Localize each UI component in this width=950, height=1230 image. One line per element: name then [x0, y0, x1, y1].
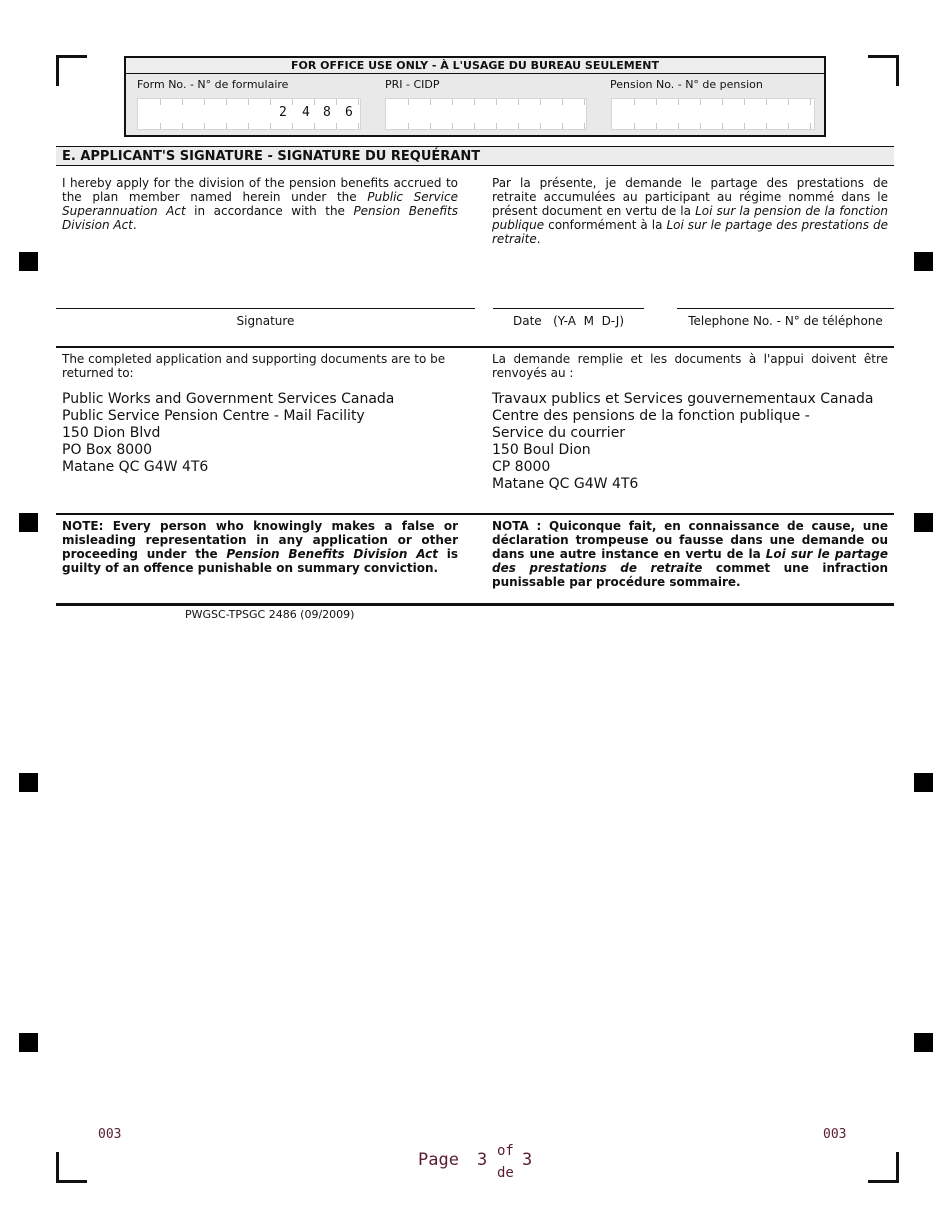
- comb-tick: [656, 99, 657, 105]
- comb-tick: [518, 123, 519, 129]
- registration-mark: [914, 773, 933, 792]
- comb-tick: [430, 123, 431, 129]
- comb-tick: [766, 123, 767, 129]
- date-label: Date (Y-A M D-J): [512, 314, 625, 328]
- comb-tick: [160, 123, 161, 129]
- divider: [56, 603, 894, 606]
- form-no-digit: 8: [323, 105, 331, 120]
- comb-tick: [678, 99, 679, 105]
- address-line: 150 Boul Dion: [492, 442, 591, 458]
- apply-text-fr: Par la présente, je demande le partage des prestations de retraite accumulées au participant au régime nommé dans le présent document en vertu de la Loi sur la pension de la fonction publique conformément à la Loi sur le partage des prestations de retraite.: [492, 176, 889, 246]
- corner-mark-bottom-left: [56, 1152, 87, 1183]
- return-text-en: The completed application and supporting documents are to be returned to:: [62, 352, 446, 380]
- registration-mark: [19, 773, 38, 792]
- divider: [56, 513, 894, 515]
- comb-tick: [678, 123, 679, 129]
- comb-tick: [584, 123, 585, 129]
- comb-tick: [540, 99, 541, 105]
- comb-tick: [788, 123, 789, 129]
- registration-mark: [914, 252, 933, 271]
- comb-tick: [358, 99, 359, 105]
- comb-tick: [314, 99, 315, 105]
- registration-mark: [19, 513, 38, 532]
- comb-tick: [810, 99, 811, 105]
- telephone-line[interactable]: [677, 308, 894, 309]
- address-line: Service du courrier: [492, 425, 626, 441]
- page-total: 3: [522, 1150, 533, 1170]
- comb-tick: [700, 99, 701, 105]
- comb-tick: [336, 99, 337, 105]
- page-word: Page: [418, 1150, 459, 1170]
- comb-tick: [430, 99, 431, 105]
- footer-code-left: 003: [98, 1127, 122, 1142]
- comb-tick: [700, 123, 701, 129]
- address-fr: [492, 391, 874, 493]
- comb-tick: [722, 123, 723, 129]
- comb-tick: [358, 123, 359, 129]
- comb-tick: [474, 99, 475, 105]
- comb-tick: [634, 123, 635, 129]
- address-line: Public Works and Government Services Canada: [62, 391, 395, 407]
- comb-tick: [788, 99, 789, 105]
- telephone-label: Telephone No. - N° de téléphone: [688, 314, 883, 328]
- comb-tick: [182, 123, 183, 129]
- comb-tick: [634, 99, 635, 105]
- signature-line[interactable]: [56, 308, 475, 309]
- address-line: Centre des pensions de la fonction publique -: [492, 408, 810, 424]
- form-no-digit: 6: [345, 105, 353, 120]
- corner-mark-top-left: [56, 55, 87, 86]
- address-line: CP 8000: [492, 459, 551, 475]
- comb-tick: [452, 123, 453, 129]
- date-line[interactable]: [493, 308, 644, 309]
- comb-tick: [270, 123, 271, 129]
- address-line: 150 Dion Blvd: [62, 425, 161, 441]
- office-use-title: FOR OFFICE USE ONLY - À L'USAGE DU BUREAU SEULEMENT: [126, 58, 824, 74]
- return-text-fr: La demande remplie et les documents à l'appui doivent être renvoyés au :: [492, 352, 888, 380]
- form-no-digit: 4: [302, 105, 310, 120]
- comb-tick: [336, 123, 337, 129]
- address-line: PO Box 8000: [62, 442, 153, 458]
- comb-tick: [292, 123, 293, 129]
- comb-tick: [496, 123, 497, 129]
- note-fr: NOTA : Quiconque fait, en connaissance de cause, une déclaration trompeuse ou fausse dans une demande ou dans une autre instance en vertu de la Loi sur le partage des prestations de retraite commet une infraction punissable par procédure sommaire.: [492, 519, 888, 589]
- comb-tick: [722, 99, 723, 105]
- comb-tick: [540, 123, 541, 129]
- comb-tick: [766, 99, 767, 105]
- registration-mark: [19, 252, 38, 271]
- note-en: NOTE: Every person who knowingly makes a false or misleading representation in any application or other proceeding under the Pension Benefits Division Act is guilty of an offence punishable on summary conviction.: [62, 519, 458, 575]
- form-no-label: Form No. - N° de formulaire: [137, 78, 289, 91]
- comb-tick: [452, 99, 453, 105]
- comb-tick: [496, 99, 497, 105]
- comb-tick: [204, 99, 205, 105]
- page-number: 3: [477, 1150, 488, 1170]
- comb-tick: [584, 99, 585, 105]
- comb-tick: [562, 99, 563, 105]
- comb-tick: [408, 99, 409, 105]
- divider: [56, 346, 894, 348]
- comb-tick: [408, 123, 409, 129]
- address-line: Matane QC G4W 4T6: [62, 459, 209, 475]
- comb-tick: [226, 99, 227, 105]
- address-line: Travaux publics et Services gouvernementaux Canada: [492, 391, 874, 407]
- address-line: Public Service Pension Centre - Mail Facility: [62, 408, 365, 424]
- pri-field[interactable]: [385, 98, 587, 130]
- address-line: Matane QC G4W 4T6: [492, 476, 639, 492]
- signature-label: Signature: [236, 314, 295, 328]
- section-e-heading: E. APPLICANT'S SIGNATURE - SIGNATURE DU REQUÉRANT: [56, 146, 894, 166]
- pension-no-label: Pension No. - N° de pension: [610, 78, 763, 91]
- comb-tick: [810, 123, 811, 129]
- corner-mark-bottom-right: [868, 1152, 899, 1183]
- address-en: [62, 391, 394, 476]
- corner-mark-top-right: [868, 55, 899, 86]
- comb-tick: [562, 123, 563, 129]
- comb-tick: [474, 123, 475, 129]
- comb-tick: [226, 123, 227, 129]
- comb-tick: [518, 99, 519, 105]
- comb-tick: [248, 123, 249, 129]
- comb-tick: [744, 123, 745, 129]
- pri-label: PRI - CIDP: [385, 78, 440, 91]
- office-use-box: [124, 56, 826, 137]
- comb-tick: [314, 123, 315, 129]
- apply-text-en: I hereby apply for the division of the pension benefits accrued to the plan member named herein under the Public Service Superannuation Act in accordance with the Pension Benefits Division Act.: [62, 176, 459, 232]
- comb-tick: [270, 99, 271, 105]
- comb-tick: [744, 99, 745, 105]
- pension-no-field[interactable]: [611, 98, 815, 130]
- comb-tick: [182, 99, 183, 105]
- registration-mark: [914, 513, 933, 532]
- footer-code-right: 003: [823, 1127, 847, 1142]
- comb-tick: [248, 99, 249, 105]
- registration-mark: [914, 1033, 933, 1052]
- form-no-digit: 2: [279, 105, 287, 120]
- comb-tick: [204, 123, 205, 129]
- of-word: of: [497, 1143, 514, 1159]
- comb-tick: [160, 99, 161, 105]
- comb-tick: [292, 99, 293, 105]
- registration-mark: [19, 1033, 38, 1052]
- comb-tick: [656, 123, 657, 129]
- form-code: PWGSC-TPSGC 2486 (09/2009): [185, 608, 355, 621]
- de-word: de: [497, 1165, 514, 1181]
